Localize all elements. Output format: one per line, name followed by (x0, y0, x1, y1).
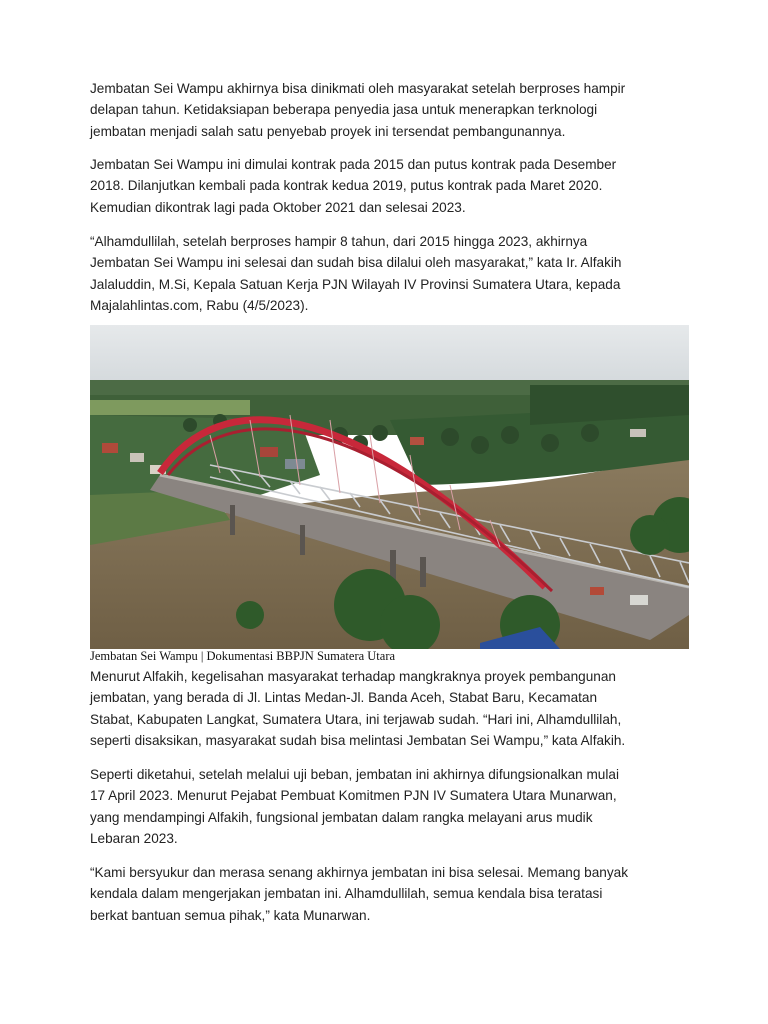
paragraph-functional-date (90, 764, 690, 849)
text-line: seperti disaksikan, masyarakat sudah bisa melintasi Jembatan Sei Wampu,” kata Alfakih. (90, 732, 626, 748)
text-line: kendala dalam mengerjakan jembatan ini. Alhamdullilah, semua kendala bisa teratasi (90, 886, 603, 902)
text-line: 2018. Dilanjutkan kembali pada kontrak kedua 2019, putus kontrak pada Maret 2020. (90, 178, 603, 194)
paragraph-quote-munarwan (90, 862, 690, 926)
text-line: Stabat, Kabupaten Langkat, Sumatera Utara, ini terjawab sudah. “Hari ini, Alhamdullilah, (90, 711, 622, 727)
text-line: Seperti diketahui, setelah melalui uji beban, jembatan ini akhirnya difungsionalkan mulai (90, 767, 619, 782)
text-line: berkat bantuan semua pihak,” kata Munarwan. (90, 907, 371, 923)
bridge-photo (90, 325, 689, 649)
text-line: Majalahlintas.com, Rabu (4/5/2023). (90, 297, 309, 313)
text-line: jembatan, yang berada di Jl. Lintas Medan-Jl. Banda Aceh, Stabat Baru, Kecamatan (90, 690, 598, 706)
text-line: Jembatan Sei Wampu ini selesai dan sudah bisa dilalui oleh masyarakat,” kata Ir. Alfakih (90, 255, 622, 271)
text-line: Jalaluddin, M.Si, Kepala Satuan Kerja PJN Wilayah IV Provinsi Sumatera Utara, kepada (90, 276, 621, 292)
text-line: jembatan menjadi salah satu penyebab proyek ini tersendat pembangunannya. (90, 123, 566, 139)
text-line: Jembatan Sei Wampu ini dimulai kontrak pada 2015 dan putus kontrak pada Desember (90, 157, 617, 172)
text-line: delapan tahun. Ketidaksiapan beberapa penyedia jasa untuk menerapkan terknologi (90, 102, 598, 118)
paragraph-intro (90, 78, 690, 142)
text-line: 17 April 2023. Menurut Pejabat Pembuat Komitmen PJN IV Sumatera Utara Munarwan, (90, 788, 617, 804)
text-line: Kemudian dikontrak lagi pada Oktober 2021 dan selesai 2023. (90, 199, 466, 215)
text-line: Menurut Alfakih, kegelisahan masyarakat terhadap mangkraknya proyek pembangunan (90, 669, 616, 684)
photo-caption: Jembatan Sei Wampu | Dokumentasi BBPJN Sumatera Utara (90, 649, 396, 663)
text-line: Lebaran 2023. (90, 830, 178, 846)
paragraph-alfakih-response (90, 666, 690, 751)
text-line: Jembatan Sei Wampu akhirnya bisa dinikmati oleh masyarakat setelah berproses hampir (90, 81, 626, 96)
text-line: “Alhamdullilah, setelah berproses hampir 8 tahun, dari 2015 hingga 2023, akhirnya (90, 234, 588, 249)
paragraph-quote-alfakih (90, 231, 690, 316)
text-line: “Kami bersyukur dan merasa senang akhirnya jembatan ini bisa selesai. Memang banyak (90, 865, 628, 880)
paragraph-contract-history (90, 154, 690, 218)
text-line: yang mendampingi Alfakih, fungsional jembatan dalam rangka melayani arus mudik (90, 809, 593, 825)
